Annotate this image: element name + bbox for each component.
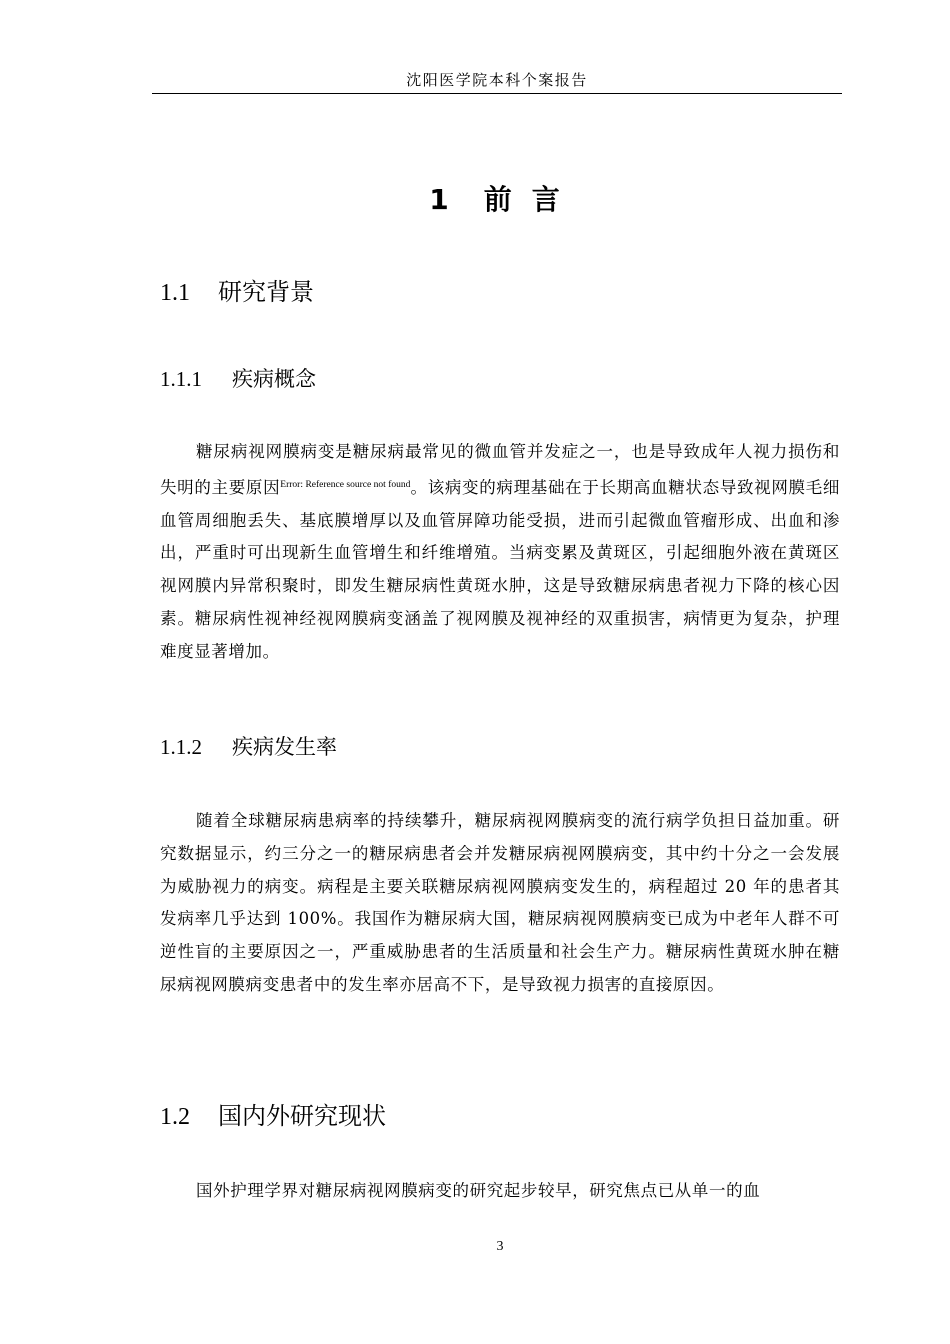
running-header [152, 70, 842, 94]
subsection-title: 疾病发生率 [232, 735, 337, 759]
section-number: 1.1 [160, 280, 190, 306]
subsection-title: 疾病概念 [232, 367, 316, 391]
page-number [0, 1239, 950, 1255]
subsection-number: 1.1.1 [160, 367, 202, 391]
subsection-heading-1-1-2 [160, 732, 337, 762]
section-number: 1.2 [160, 1104, 190, 1130]
page-number-text: 3 [496, 1239, 504, 1254]
section-heading-1-2 [160, 1100, 386, 1133]
reference-error: Error: Reference source not found [280, 479, 411, 490]
section-title: 国内外研究现状 [218, 1102, 386, 1130]
section-heading-1-1 [160, 276, 314, 309]
paragraph-research-status [160, 1175, 840, 1208]
paragraph-incidence [160, 805, 840, 1002]
chapter-title-char-2: 言 [531, 183, 562, 216]
paragraph-text: 糖尿病视网膜病变是糖尿病最常见的微血管并发症之一，也是导致成年人视力损伤和失明的主要原因 [160, 442, 840, 497]
paragraph-text-continued: 。该病变的病理基础在于长期高血糖状态导致视网膜毛细血管周细胞丢失、基底膜增厚以及血管屏障功能受损，进而引起微血管瘤形成、出血和渗出，严重时可出现新生血管增生和纤维增殖。当病变累及黄斑区，引起细胞外液在黄斑区视网膜内异常积聚时，即发生糖尿病性黄斑水肿，这是导致糖尿病患者视力下降的核心因素。糖尿病性视神经视网膜病变涵盖了视网膜及视神经的双重损害，病情更为复杂，护理难度显著增加。 [160, 477, 841, 661]
paragraph-text: 国外护理学界对糖尿病视网膜病变的研究起步较早，研究焦点已从单一的血 [196, 1181, 761, 1200]
chapter-title-char-1: 前 [483, 183, 514, 216]
subsection-heading-1-1-1 [160, 364, 316, 394]
chapter-number: 1 [429, 183, 451, 216]
section-title: 研究背景 [218, 278, 314, 306]
chapter-title [160, 180, 840, 220]
header-title: 沈阳医学院本科个案报告 [406, 71, 588, 89]
subsection-number: 1.1.2 [160, 735, 202, 759]
paragraph-text: 随着全球糖尿病患病率的持续攀升，糖尿病视网膜病变的流行病学负担日益加重。研究数据显示，约三分之一的糖尿病患者会并发糖尿病视网膜病变，其中约十分之一会发展为威胁视力的病变。病程是主要关联糖尿病视网膜病变发生的，病程超过 20 年的患者其发病率几乎达到 100%。我国作为糖尿病大国，糖尿病视网膜病变已成为中老年人群不可逆性盲的主要原因之一，严重威胁患者的生活质量和社会生产力。糖尿病性黄斑水肿在糖尿病视网膜病变患者中的发生率亦居高不下，是导致视力损害的直接原因。 [160, 811, 840, 994]
paragraph-disease-concept [160, 436, 840, 669]
